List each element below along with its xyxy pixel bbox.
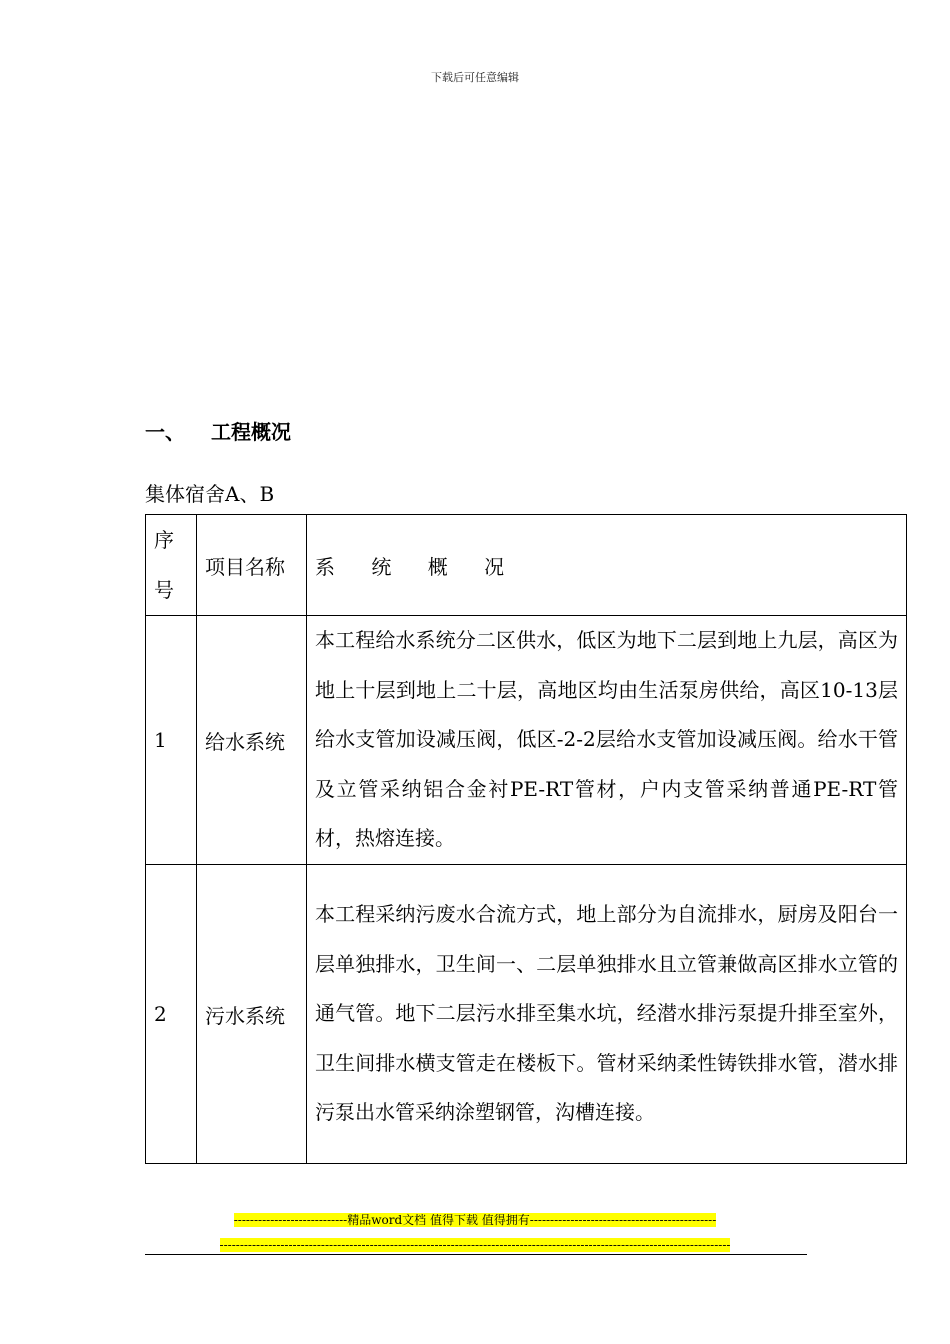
footer-dashes-text: ------------------------------------------------------------------------------------------------------------------------------: [219, 1238, 731, 1252]
table-subtitle: 集体宿舍A、B: [145, 482, 275, 506]
header-cell-no: [146, 515, 197, 616]
row-desc: 本工程采纳污废水合流方式，地上部分为自流排水，厨房及阳台一层单独排水，卫生间一、二层单独排水且立管兼做高区排水立管的通气管。地下二层污水排至集水坑，经潜水排污泵提升排至室外，卫生间排水横支管走在楼板下。管材采纳柔性铸铁排水管，潜水排污泵出水管采纳涂塑钢管，沟槽连接。: [307, 865, 907, 1164]
header-desc-char: 统: [371, 554, 392, 579]
header-desc-char: 系: [315, 554, 335, 579]
header-desc-char: 况: [484, 554, 505, 579]
section-title: 工程概况: [211, 420, 291, 444]
row-name: 污水系统: [197, 865, 307, 1164]
header-cell-desc: [307, 515, 907, 616]
header-no-line2: 号: [154, 578, 174, 602]
table-header-row: [146, 515, 907, 616]
table-row: [146, 616, 907, 865]
section-number: 一、: [145, 420, 185, 444]
footer-dashes: [0, 1237, 950, 1253]
section-heading: [145, 416, 291, 445]
footer-rule: [145, 1254, 807, 1255]
footer-banner-text: ----------------------------精品word文档 值得下载 值得拥有----------------------------------------------: [233, 1213, 717, 1227]
header-note: 下载后可任意编辑: [431, 71, 519, 84]
row-name: 给水系统: [197, 616, 307, 865]
footer-banner: [0, 1212, 950, 1228]
row-no: 1: [146, 616, 197, 865]
header-cell-name: 项目名称: [197, 515, 307, 616]
header-desc-char: 概: [427, 554, 448, 579]
header-no-line1: 序: [154, 528, 174, 552]
overview-table: [145, 514, 907, 1164]
table-row: [146, 865, 907, 1164]
row-no: 2: [146, 865, 197, 1164]
row-desc: 本工程给水系统分二区供水，低区为地下二层到地上九层，高区为地上十层到地上二十层，高地区均由生活泵房供给，高区10-13层给水支管加设减压阀，低区-2-2层给水支管加设减压阀。给水干管及立管采纳铝合金衬PE-RT管材，户内支管采纳普通PE-RT管材，热熔连接。: [307, 616, 907, 865]
